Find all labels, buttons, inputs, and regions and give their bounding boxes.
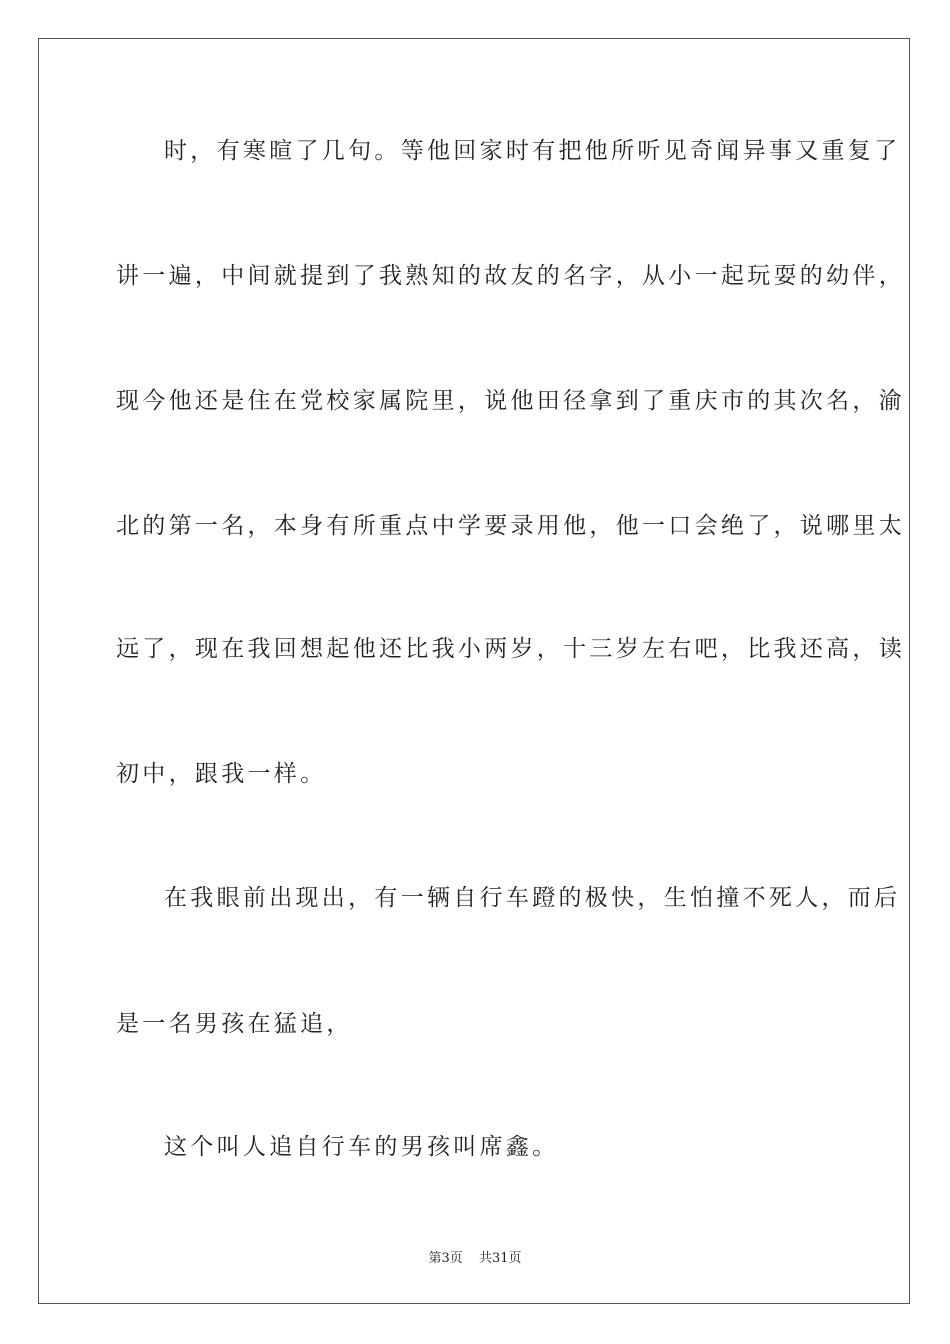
paragraph-line: 现今他还是住在党校家属院里，说他田径拿到了重庆市的其次名，渝 [116,388,905,414]
paragraph-line: 远了，现在我回想起他还比我小两岁，十三岁左右吧，比我还高，读 [116,636,905,662]
paragraph-line: 在我眼前出现出，有一辆自行车蹬的极快，生怕撞不死人，而后 [164,885,901,911]
page-number: 第3页 [428,1251,463,1266]
paragraph-line: 是一名男孩在猛追， [116,1011,353,1037]
paragraph-line: 时，有寒暄了几句。等他回家时有把他所听见奇闻异事又重复了 [164,138,901,164]
paragraph-line: 北的第一名，本身有所重点中学要录用他，他一口会绝了，说哪里太 [116,513,905,539]
paragraph-line: 这个叫人追自行车的男孩叫席鑫。 [164,1134,559,1160]
paragraph-line: 讲一遍，中间就提到了我熟知的故友的名字，从小一起玩耍的幼伴， [116,263,905,289]
page-border [38,38,910,1304]
paragraph-line: 初中，跟我一样。 [116,761,327,787]
page-total: 共31页 [478,1251,522,1266]
page-footer [0,1247,950,1266]
